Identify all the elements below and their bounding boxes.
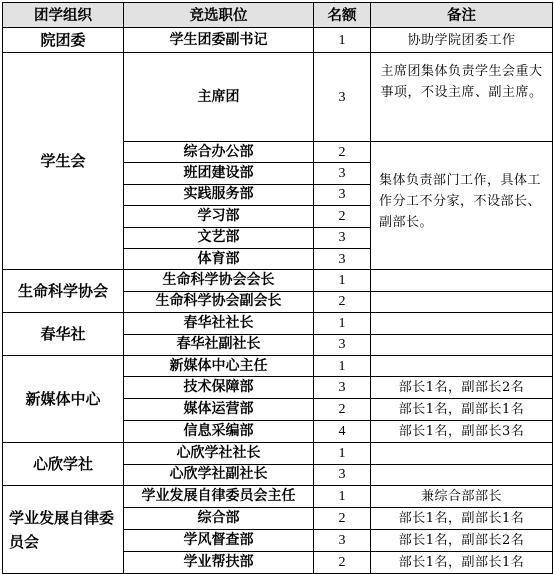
count-cell: 2 bbox=[314, 508, 371, 530]
note-cell bbox=[371, 334, 553, 355]
position-cell: 信息采编部 bbox=[124, 421, 314, 443]
note-cell bbox=[371, 355, 553, 376]
position-cell: 文艺部 bbox=[124, 227, 314, 248]
org-cell: 心欣学社 bbox=[3, 443, 124, 486]
org-cell: 新媒体中心 bbox=[3, 355, 124, 442]
table-row bbox=[3, 53, 553, 142]
note-cell bbox=[371, 443, 553, 464]
position-cell: 主席团 bbox=[124, 53, 314, 142]
table-row bbox=[3, 486, 553, 508]
count-cell: 1 bbox=[314, 486, 371, 508]
count-cell: 1 bbox=[314, 355, 371, 376]
position-cell: 生命科学协会副会长 bbox=[124, 291, 314, 312]
position-cell: 生命科学协会会长 bbox=[124, 270, 314, 291]
position-cell: 体育部 bbox=[124, 248, 314, 269]
position-cell: 学业发展自律委员会主任 bbox=[124, 486, 314, 508]
positions-table bbox=[2, 2, 553, 574]
count-cell: 3 bbox=[314, 53, 371, 142]
org-cell: 春华社 bbox=[3, 313, 124, 356]
count-cell: 1 bbox=[314, 270, 371, 291]
table-row bbox=[3, 28, 553, 53]
position-cell: 实践服务部 bbox=[124, 184, 314, 205]
position-cell: 新媒体中心主任 bbox=[124, 355, 314, 376]
table-row bbox=[3, 443, 553, 464]
header-count: 名额 bbox=[314, 3, 371, 28]
note-cell: 兼综合部部长 bbox=[371, 486, 553, 508]
position-cell: 学风督查部 bbox=[124, 530, 314, 552]
count-cell: 4 bbox=[314, 421, 371, 443]
position-cell: 综合办公部 bbox=[124, 142, 314, 163]
org-cell: 学业发展自律委员会 bbox=[3, 486, 124, 574]
count-cell: 1 bbox=[314, 28, 371, 53]
org-cell: 生命科学协会 bbox=[3, 270, 124, 313]
count-cell: 2 bbox=[314, 142, 371, 163]
count-cell: 3 bbox=[314, 184, 371, 205]
position-cell: 班团建设部 bbox=[124, 163, 314, 184]
header-note: 备注 bbox=[371, 3, 553, 28]
position-cell: 学业帮扶部 bbox=[124, 552, 314, 574]
header-position: 竞选职位 bbox=[124, 3, 314, 28]
position-cell: 综合部 bbox=[124, 508, 314, 530]
note-cell bbox=[371, 291, 553, 312]
header-org: 团学组织 bbox=[3, 3, 124, 28]
count-cell: 3 bbox=[314, 530, 371, 552]
note-cell: 主席团集体负责学生会重大事项，不设主席、副主席。 bbox=[371, 53, 553, 142]
count-cell: 1 bbox=[314, 443, 371, 464]
position-cell: 春华社副社长 bbox=[124, 334, 314, 355]
count-cell: 3 bbox=[314, 464, 371, 485]
org-cell: 院团委 bbox=[3, 28, 124, 53]
position-cell: 媒体运营部 bbox=[124, 399, 314, 421]
note-cell: 集体负责部门工作，具体工作分工不分家，不设部长、副部长。 bbox=[371, 142, 553, 270]
position-cell: 学习部 bbox=[124, 206, 314, 227]
note-cell: 部长1名，副部长1名 bbox=[371, 508, 553, 530]
org-cell: 学生会 bbox=[3, 53, 124, 270]
position-cell: 学生团委副书记 bbox=[124, 28, 314, 53]
position-cell: 心欣学社副社长 bbox=[124, 464, 314, 485]
count-cell: 2 bbox=[314, 399, 371, 421]
table-row bbox=[3, 270, 553, 291]
count-cell: 3 bbox=[314, 334, 371, 355]
note-cell bbox=[371, 313, 553, 334]
note-cell bbox=[371, 464, 553, 485]
table-header-row bbox=[3, 3, 553, 28]
count-cell: 3 bbox=[314, 163, 371, 184]
count-cell: 3 bbox=[314, 248, 371, 269]
count-cell: 3 bbox=[314, 377, 371, 399]
note-cell bbox=[371, 270, 553, 291]
table-row bbox=[3, 355, 553, 376]
table-row bbox=[3, 313, 553, 334]
note-cell: 部长1名，副部长3名 bbox=[371, 421, 553, 443]
count-cell: 2 bbox=[314, 206, 371, 227]
count-cell: 2 bbox=[314, 291, 371, 312]
note-cell: 部长1名，副部长1名 bbox=[371, 399, 553, 421]
note-cell: 部长1名，副部长2名 bbox=[371, 377, 553, 399]
count-cell: 2 bbox=[314, 552, 371, 574]
position-cell: 心欣学社社长 bbox=[124, 443, 314, 464]
note-cell: 部长1名，副部长2名 bbox=[371, 530, 553, 552]
note-cell: 部长1名，副部长1名 bbox=[371, 552, 553, 574]
position-cell: 春华社社长 bbox=[124, 313, 314, 334]
count-cell: 3 bbox=[314, 227, 371, 248]
position-cell: 技术保障部 bbox=[124, 377, 314, 399]
count-cell: 1 bbox=[314, 313, 371, 334]
note-cell: 协助学院团委工作 bbox=[371, 28, 553, 53]
